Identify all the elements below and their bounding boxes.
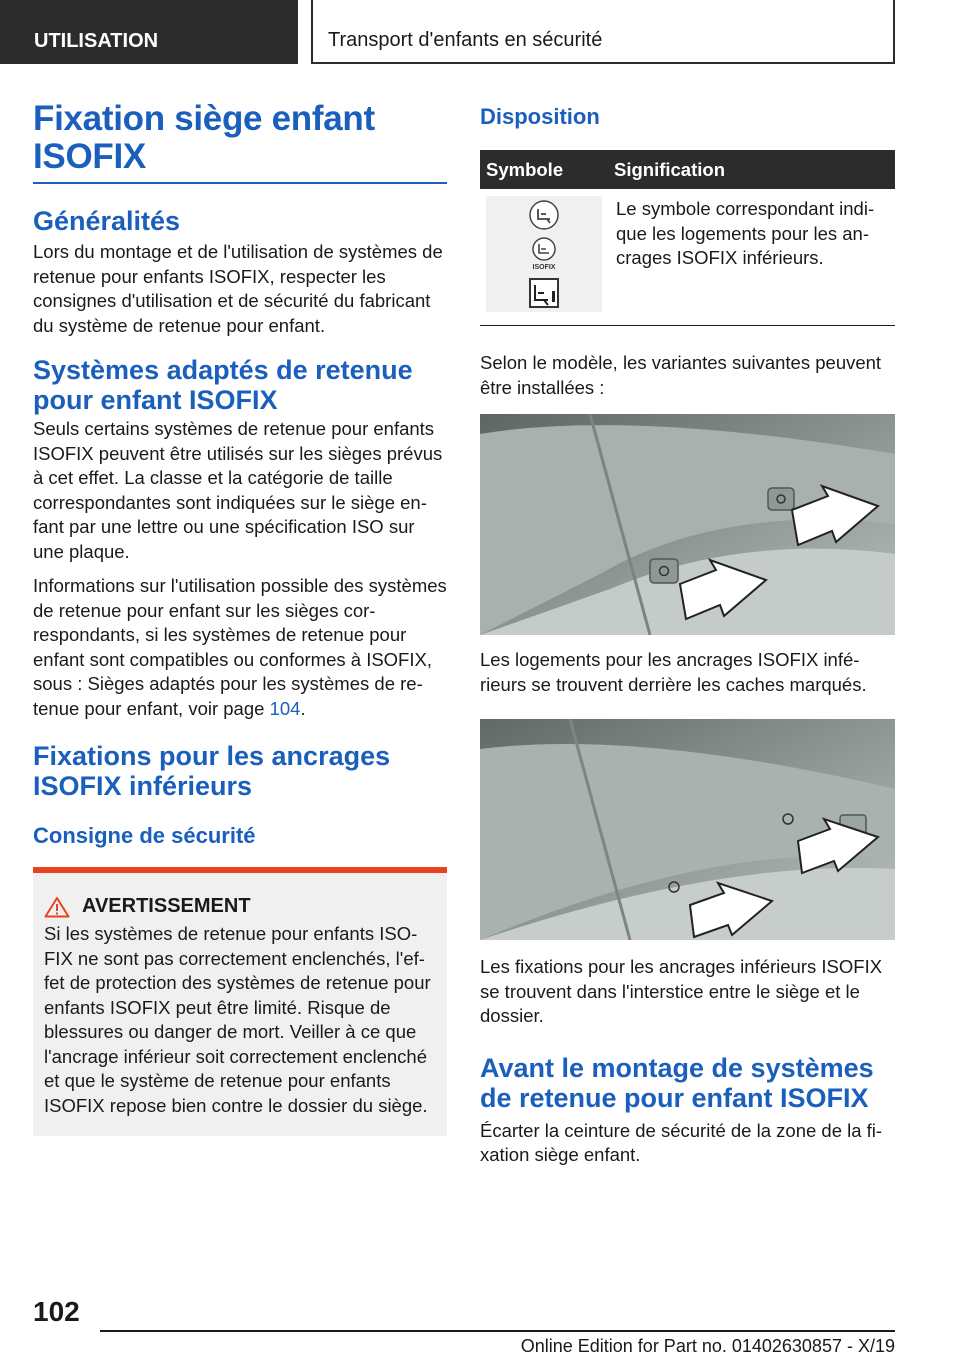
meaning-cell [608, 189, 895, 326]
right-column [480, 100, 895, 1168]
avant-heading: Avant le montage de systèmes de retenue pour enfant ISOFIX [480, 1052, 874, 1113]
left-column [33, 100, 447, 1136]
section-tab: UTILISATION [0, 0, 298, 64]
generalites-text: Lors du montage et de l'utilisation de systèmes de retenue pour enfants ISOFIX, respecter les consignes d'utilisation et de sécurité du fabricant du système de retenue pour enfant. [33, 241, 443, 336]
photo-caption-gap: Les fixations pour les ancrages inférieurs ISOFIX se trouvent dans l'interstice entre le siège et le dossier. [480, 956, 883, 1026]
safety-subheading: Consigne de sécurité [33, 823, 256, 848]
warning-triangle-icon [44, 896, 70, 918]
symbol-box [486, 196, 602, 312]
photo-caption-covers: Les logements pour les ancrages ISOFIX inférieurs se trouvent derrière les caches marqués. [480, 649, 867, 695]
systemes-info-text [33, 574, 447, 721]
column-header-meaning: Signification [608, 150, 895, 189]
warning-label: AVERTISSEMENT [82, 895, 251, 917]
footer-divider [100, 1330, 895, 1332]
page-link[interactable]: 104 [269, 697, 301, 719]
symbol-table [480, 150, 895, 326]
disposition-heading: Disposition [480, 104, 600, 129]
warning-text: Si les systèmes de retenue pour enfants ISOFIX ne sont pas correctement enclenchés, l'effet de protection des systèmes de retenue pour enfants ISOFIX peut être limité. Risque de blessures ou danger de mort. Veiller à ce que l'ancrage inférieur soit correctement enclenché et que le système de retenue pour enfants ISOFIX repose bien contre le dossier du siège. [44, 923, 431, 1116]
table-row [480, 189, 895, 326]
warning-title [44, 895, 436, 918]
info-text-end: . [300, 697, 306, 719]
avant-text: Écarter la ceinture de sécurité de la zone de la fixation siège enfant. [480, 1119, 883, 1165]
page-title: Fixation siège enfant ISOFIX [33, 100, 447, 184]
seat-photo-gap [480, 719, 895, 940]
info-text: Informations sur l'utilisation possible des systèmes de retenue pour enfant sur les sièges correspondants, si les systèmes de retenue pour enfant sont compatibles ou conformes à ISOFIX, sous : Sièges adaptés pour les systèmes de retenue pour enfant, voir page [33, 575, 447, 719]
column-header-symbol: Symbole [480, 150, 608, 189]
isofix-symbols-icon [519, 199, 569, 309]
generalites-heading: Généralités [33, 206, 181, 236]
warning-box [33, 867, 447, 1136]
page-number: 102 [33, 1296, 80, 1327]
meaning-text: Le symbole correspondant indique les logements pour les ancrages ISOFIX inférieurs. [616, 198, 875, 268]
symbol-cell [480, 189, 608, 326]
variants-intro: Selon le modèle, les variantes suivantes peuvent être installées : [480, 352, 882, 398]
chapter-tab: Transport d'enfants en sécurité [311, 0, 895, 64]
footer-edition: Online Edition for Part no. 01402630857 - X/19 [520, 1336, 895, 1356]
systemes-text: Seuls certains systèmes de retenue pour enfants ISOFIX peuvent être utilisés sur les sièges prévus à cet effet. La classe et la catégorie de taille correspondantes sont indiquées sur le siège enfant par une lettre ou une spécification ISO sur une plaque. [33, 418, 443, 562]
systemes-heading: Systèmes adaptés de retenue pour enfant ISOFIX [33, 355, 413, 415]
isofix-symbol-label: ISOFIX [532, 264, 556, 271]
seat-photo-covers [480, 414, 895, 635]
fixations-heading: Fixations pour les ancrages ISOFIX inférieurs [33, 741, 391, 801]
